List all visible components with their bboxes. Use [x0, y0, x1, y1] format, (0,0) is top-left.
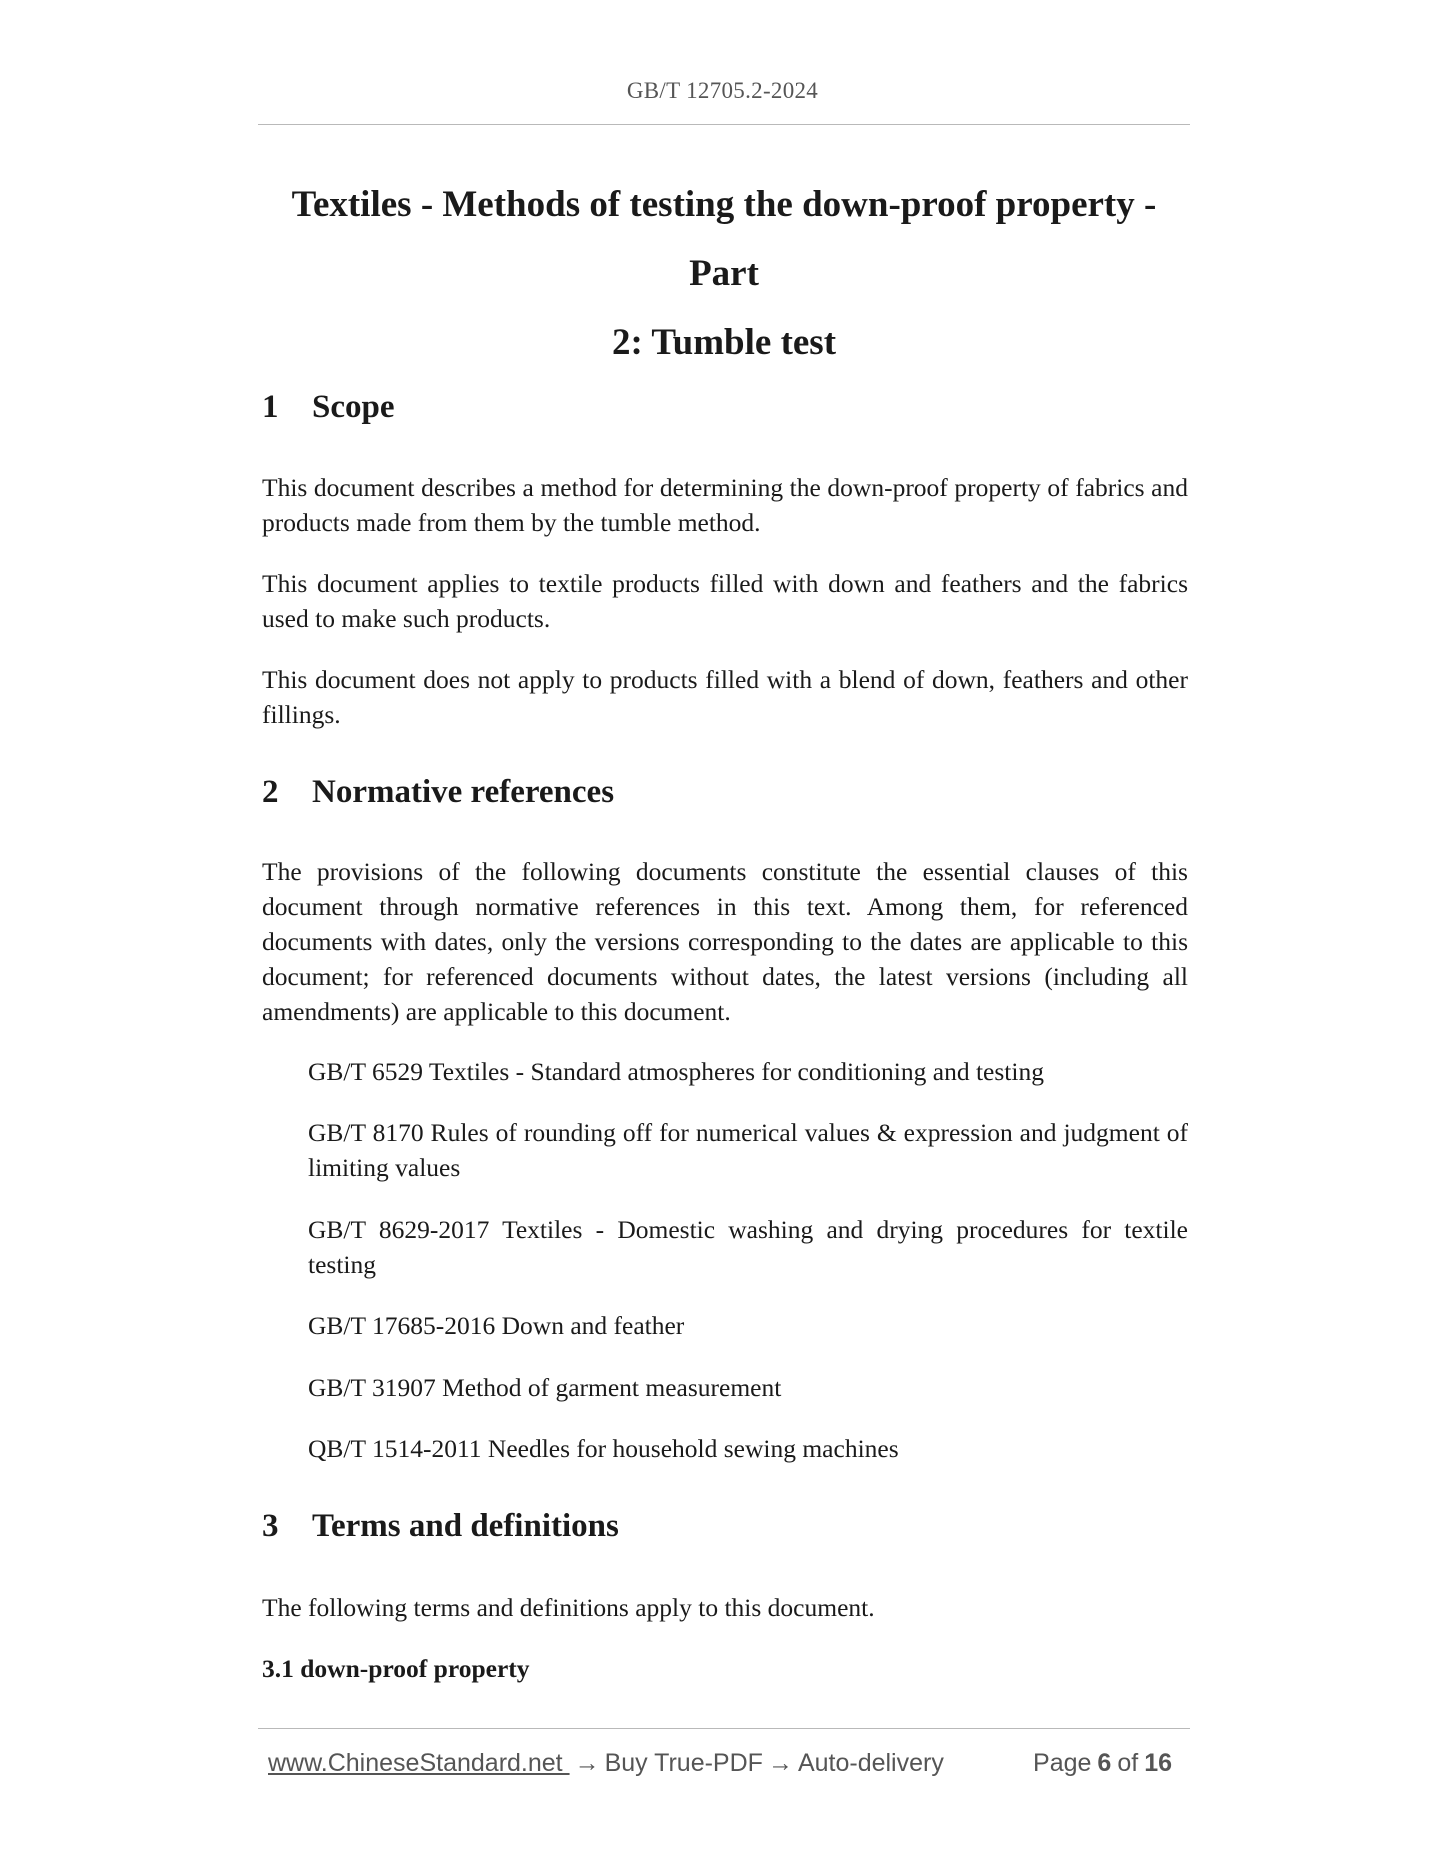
document-code-header: GB/T 12705.2-2024	[626, 78, 819, 103]
section-title: Normative references	[312, 774, 615, 810]
auto-delivery-text: Auto-delivery	[797, 1749, 944, 1777]
scope-paragraph: This document does not apply to products filled with a blend of down, feathers and other fillings.	[262, 665, 1188, 729]
page-indicator	[1033, 1747, 1178, 1779]
normative-references-paragraph: The provisions of the following documents constitute the essential clauses of this document through normative references in this text. Among them, for referenced documents with dates, only the versions corresponding to the dates are applicable to this document; for referenced documents without dates, the latest versions (including all amendments) are applicable to this document.	[262, 857, 1188, 1026]
current-page-number: 6	[1097, 1749, 1112, 1777]
section-number: 3	[262, 1508, 279, 1544]
reference-item: QB/T 1514-2011 Needles for household sewing machines	[308, 1434, 899, 1463]
term-subheading: 3.1 down-proof property	[262, 1654, 530, 1683]
page-label: Page	[1033, 1749, 1092, 1777]
reference-item: GB/T 31907 Method of garment measurement	[308, 1373, 782, 1402]
section-number: 2	[262, 774, 279, 810]
reference-item: GB/T 8170 Rules of rounding off for numerical values & expression and judgment of limiting values	[308, 1118, 1188, 1182]
page-of-label: of	[1117, 1749, 1139, 1777]
section-heading-normative-references	[262, 772, 614, 812]
total-page-number: 16	[1144, 1749, 1172, 1777]
reference-item: GB/T 8629-2017 Textiles - Domestic washing and drying procedures for textile testing	[308, 1215, 1188, 1279]
section-title: Scope	[312, 389, 395, 425]
document-title-line-2: 2: Tumble test	[611, 322, 837, 363]
terms-paragraph: The following terms and definitions apply to this document.	[262, 1593, 875, 1622]
section-number: 1	[262, 389, 279, 425]
arrow-right-icon: →	[574, 1749, 600, 1777]
document-title	[258, 170, 1190, 377]
scope-paragraph: This document applies to textile products filled with down and feathers and the fabrics used to make such products.	[262, 569, 1188, 633]
reference-item: GB/T 17685-2016 Down and feather	[308, 1311, 685, 1340]
section-title: Terms and definitions	[312, 1508, 619, 1544]
arrow-right-icon: →	[767, 1749, 793, 1777]
reference-item: GB/T 6529 Textiles - Standard atmospheres for conditioning and testing	[308, 1057, 1044, 1086]
footer-divider	[258, 1728, 1190, 1729]
website-link[interactable]: www.ChineseStandard.net	[268, 1749, 570, 1777]
scope-paragraph: This document describes a method for determining the down-proof property of fabrics and products made from them by the tumble method.	[262, 473, 1188, 537]
page-footer	[268, 1747, 1188, 1779]
document-title-line-1: Textiles - Methods of testing the down-proof property - Part	[291, 184, 1157, 294]
section-heading-terms-and-definitions	[262, 1506, 619, 1546]
header-divider	[258, 124, 1190, 125]
buy-true-pdf-text: Buy True-PDF	[604, 1749, 763, 1777]
section-heading-scope	[262, 387, 395, 427]
